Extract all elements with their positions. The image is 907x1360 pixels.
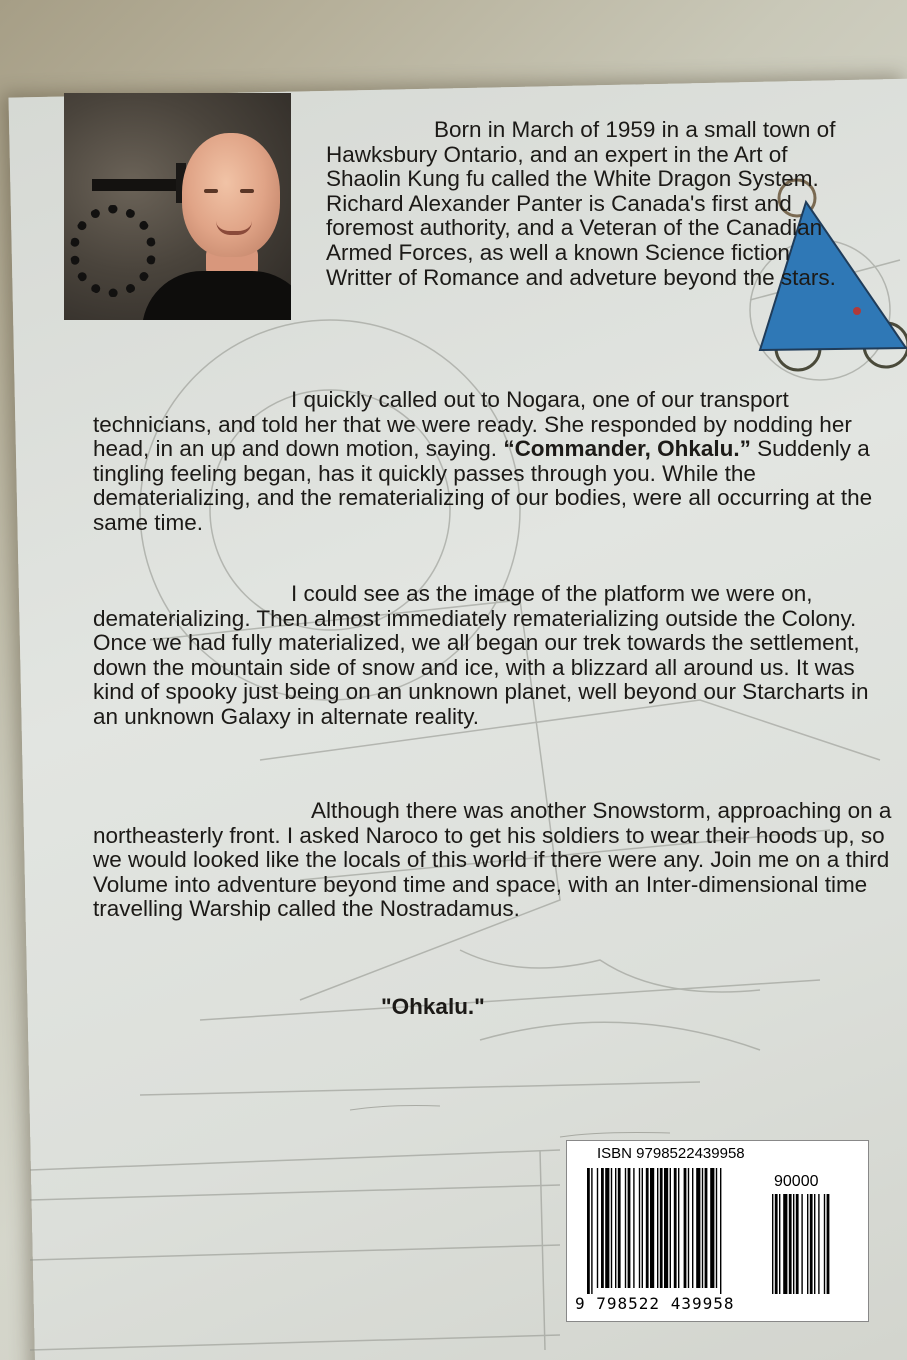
author-face [182,133,280,257]
commander-quote: “Commander, Ohkalu.” [503,436,751,462]
addon-label: 90000 [774,1173,819,1190]
blurb-paragraph-3: I could see as the image of the platform we were on, dematerializing. Then almost immediately rematerializing outside the Colony. Once we had fully materialized, we all began our trek towards the settlement, down the mountain side of snow and ice, with a blizzard all around us. It was kind of spooky just being on an unknown planet, well beyond our Starcharts in an unknown Galaxy in alternate reality. [93,581,869,729]
barcode-bars [587,1168,852,1294]
isbn-digits: 9 798522 439958 [575,1294,735,1313]
author-photo [64,93,291,320]
signature: "Ohkalu." [381,994,485,1019]
blurb-paragraph-2: I quickly called out to Nogara, one of our transport technicians, and told her that we were ready. She responded by nodding her head, in an up and down motion, saying. “Commander, Ohkalu.” Suddenly a tingling feeling began, has it quickly passes through you. While the dematerializing, and the rematerializing of our bodies, were all occurring at the same time. [93,387,873,535]
blurb-paragraph-4: Although there was another Snowstorm, approaching on a northeasterly front. I asked Naroco to get his soldiers to wear their hoods up, so we would looked like the locals of this world if there were any. Join me on a third Volume into adventure beyond time and space, with an Inter-dimensional time travelling Warship called the Nostradamus. [93,798,892,922]
wreath-shape [70,205,156,297]
triangle-red-dot [853,307,861,315]
isbn-label: ISBN 9798522439958 [597,1145,745,1162]
isbn-barcode [566,1140,869,1322]
author-bio: Born in March of 1959 in a small town of Hawksbury Ontario, and an expert in the Art of Shaolin Kung fu called the White Dragon System. Richard Alexander Panter is Canada's first and foremost authority, and a Veteran of the Canadian Armed Forces, as well a known Science fiction Writter of Romance and adveture beyond the stars. [326,117,836,290]
